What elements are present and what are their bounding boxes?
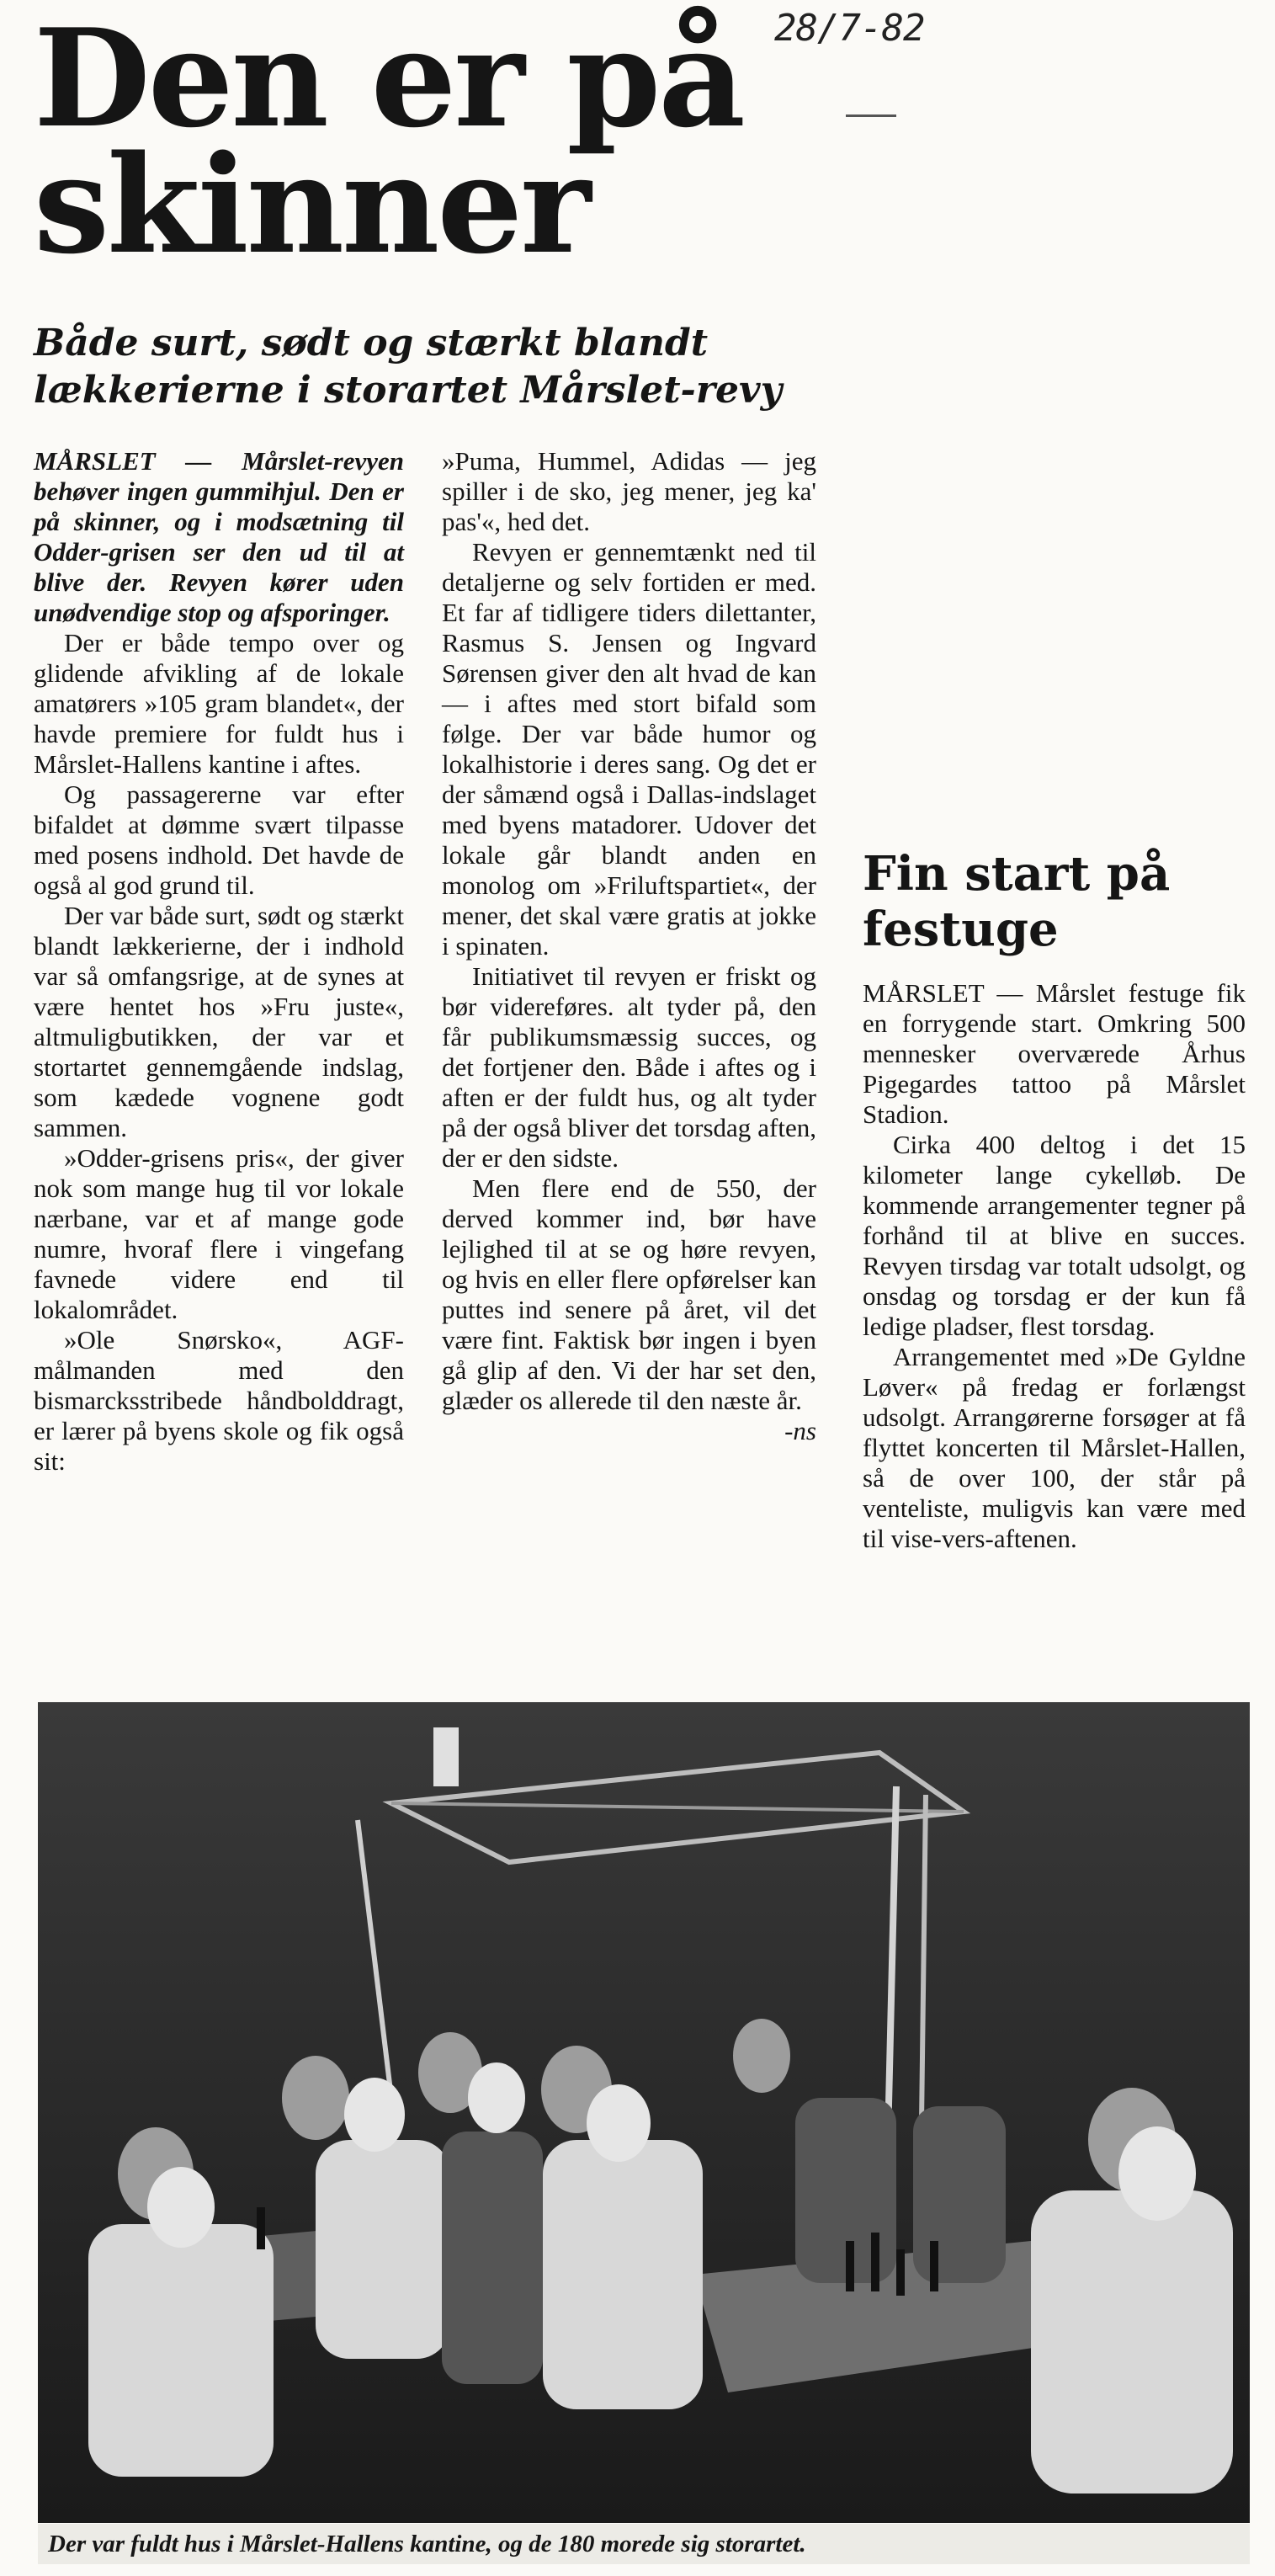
article-paragraph: Initiativet til revyen er friskt og bør videreføres. alt tyder på, den får publikumsmæssig succes, og det fortjener den. Både i aftes og i aften er der fuldt hus, og alt tyder på der også bliver det torsdag aften, der er den sidste.: [442, 961, 816, 1173]
photo-caption: Der var fuldt hus i Mårslet-Hallens kantine, og de 180 morede sig storartet.: [38, 2524, 1250, 2564]
article-paragraph: Der var både surt, sødt og stærkt blandt lækkerierne, der i indhold var så omfangsrige, at de synes at være hentet hos »Fru juste«, altmuligbutikken, der var et stortartet gennemgående indslag, som kædede vognene godt sammen.: [34, 901, 404, 1142]
headline: Den er på skinner: [34, 0, 743, 284]
pen-mark: [846, 114, 896, 117]
photo-illustration: [38, 1702, 1250, 2523]
article-paragraph: Revyen er gennemtænkt ned til detaljerne og selv fortiden er med. Et far af tidligere tiders dilettanter, Rasmus S. Jensen og Ingvard Sørensen giver den alt hvad de kan — i aftes med stort bifald som følge. Der var både humor og lokalhistorie i deres sang. Og det er der såmænd også i Dallas-indslaget med byens matadorer. Udover det lokale går blandt anden en monolog om »Friluftspartiet«, der mener, det skal være gratis at jokke i spinaten.: [442, 537, 816, 961]
side-article-paragraph: MÅRSLET — Mårslet festuge fik en forrygende start. Omkring 500 mennesker overværede Århus Pigegardes tattoo på Mårslet Stadion.: [863, 978, 1246, 1129]
article-paragraph: Men flere end de 550, der derved kommer ind, bør have lejlighed til at se og høre revyen, og hvis en eller flere opførelser kan puttes ind senere på året, vil det være fint. Faktisk bør ingen i byen gå glip af den. Vi der har set den, glæder os allerede til den næste år.: [442, 1174, 816, 1415]
subheadline: Både surt, sødt og stærkt blandt lækkerierne i storartet Mårslet-revy: [34, 322, 783, 412]
side-article-paragraph: Cirka 400 deltog i det 15 kilometer lange cykelløb. De kommende arrangementer tegner på forhånd til at blive en succes. Revyen tirsdag var totalt udsolgt, og onsdag og torsdag er der kun få ledige pladser, flest torsdag.: [863, 1130, 1246, 1341]
article-paragraph: »Puma, Hummel, Adidas — jeg spiller i de sko, jeg mener, jeg ka' pas'«, hed det.: [442, 446, 816, 536]
article-column-2: [442, 446, 816, 1446]
author-signature: -ns: [784, 1416, 816, 1445]
article-paragraph: »Ole Snørsko«, AGF-målmanden med den bismarcksstribede håndbolddragt, er lærer på byens skole og fik også sit:: [34, 1325, 404, 1476]
article-lead: MÅRSLET — Mårslet-revyen behøver ingen gummihjul. Den er på skinner, og i modsætning til Odder-grisen ser den ud til at blive der. Revyen kører uden unødvendige stop og afsporinger.: [34, 446, 404, 627]
handwritten-date: 28/7-82: [774, 7, 925, 50]
side-article-body: [863, 978, 1246, 1554]
article-paragraph: Der er både tempo over og glidende afvikling af de lokale amatørers »105 gram blandet«, der havde premiere for fuldt hus i Mårslet-Hallens kantine i aftes.: [34, 628, 404, 779]
side-article-title: Fin start på festuge: [863, 846, 1171, 957]
audience-photo: [38, 1702, 1250, 2523]
article-paragraph: Og passagererne var efter bifaldet at dømme svært tilpasse med posens indhold. Det havde de også al god grund til.: [34, 780, 404, 900]
article-column-1: [34, 446, 404, 1477]
article-paragraph: »Odder-grisens pris«, der giver nok som mange hug til vor lokale nærbane, var et af mange gode numre, hvoraf flere i vingefang favnede videre end til lokalområdet.: [34, 1143, 404, 1324]
side-article-paragraph: Arrangementet med »De Gyldne Løver« på fredag er forlængst udsolgt. Arrangørerne forsøger at få flyttet koncerten til Mårslet-Hallen, så de over 100, der står på venteliste, muligvis kan være med til vise-vers-aftenen.: [863, 1342, 1246, 1553]
